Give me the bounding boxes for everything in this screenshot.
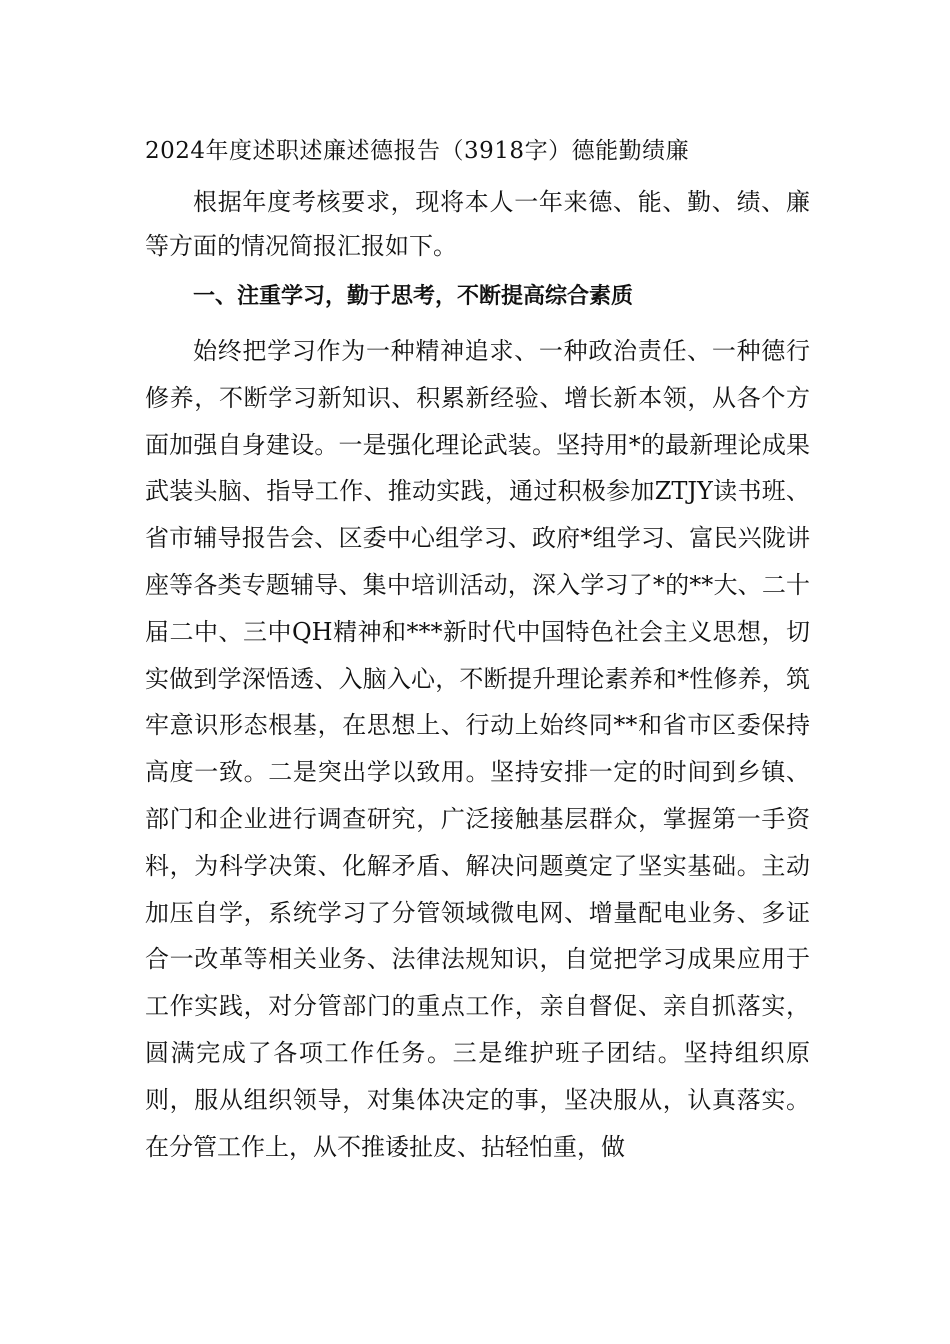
intro-paragraph: 根据年度考核要求，现将本人一年来德、能、勤、绩、廉等方面的情况简报汇报如下。 xyxy=(145,188,810,260)
section-heading: 一、注重学习，勤于思考，不断提高综合素质 xyxy=(193,284,634,309)
section-body-paragraph: 始终把学习作为一种精神追求、一种政治责任、一种德行修养，不断学习新知识、积累新经验、增长新本领，从各个方面加强自身建设。一是强化理论武装。坚持用*的最新理论成果武装头脑、指导工作、推动实践，通过积极参加ZTJY读书班、省市辅导报告会、区委中心组学习、政府*组学习、富民兴陇讲座等各类专题辅导、集中培训活动，深入学习了*的**大、二十届二中、三中QH精神和***新时代中国特色社会主义思想，切实做到学深悟透、入脑入心，不断提升理论素养和*性修养，筑牢意识形态根基，在思想上、行动上始终同**和省市区委保持高度一致。二是突出学以致用。坚持安排一定的时间到乡镇、部门和企业进行调查研究，广泛接触基层群众，掌握第一手资料，为科学决策、化解矛盾、解决问题奠定了坚实基础。主动加压自学，系统学习了分管领域微电网、增量配电业务、多证合一改革等相关业务、法律法规知识，自觉把学习成果应用于工作实践，对分管部门的重点工作，亲自督促、亲自抓落实，圆满完成了各项工作任务。三是维护班子团结。坚持组织原则，服从组织领导，对集体决定的事，坚决服从，认真落实。在分管工作上，从不推诿扯皮、拈轻怕重，做 xyxy=(145,337,810,1161)
document-title: 2024年度述职述廉述德报告（3918字）德能勤绩廉 xyxy=(145,138,690,164)
